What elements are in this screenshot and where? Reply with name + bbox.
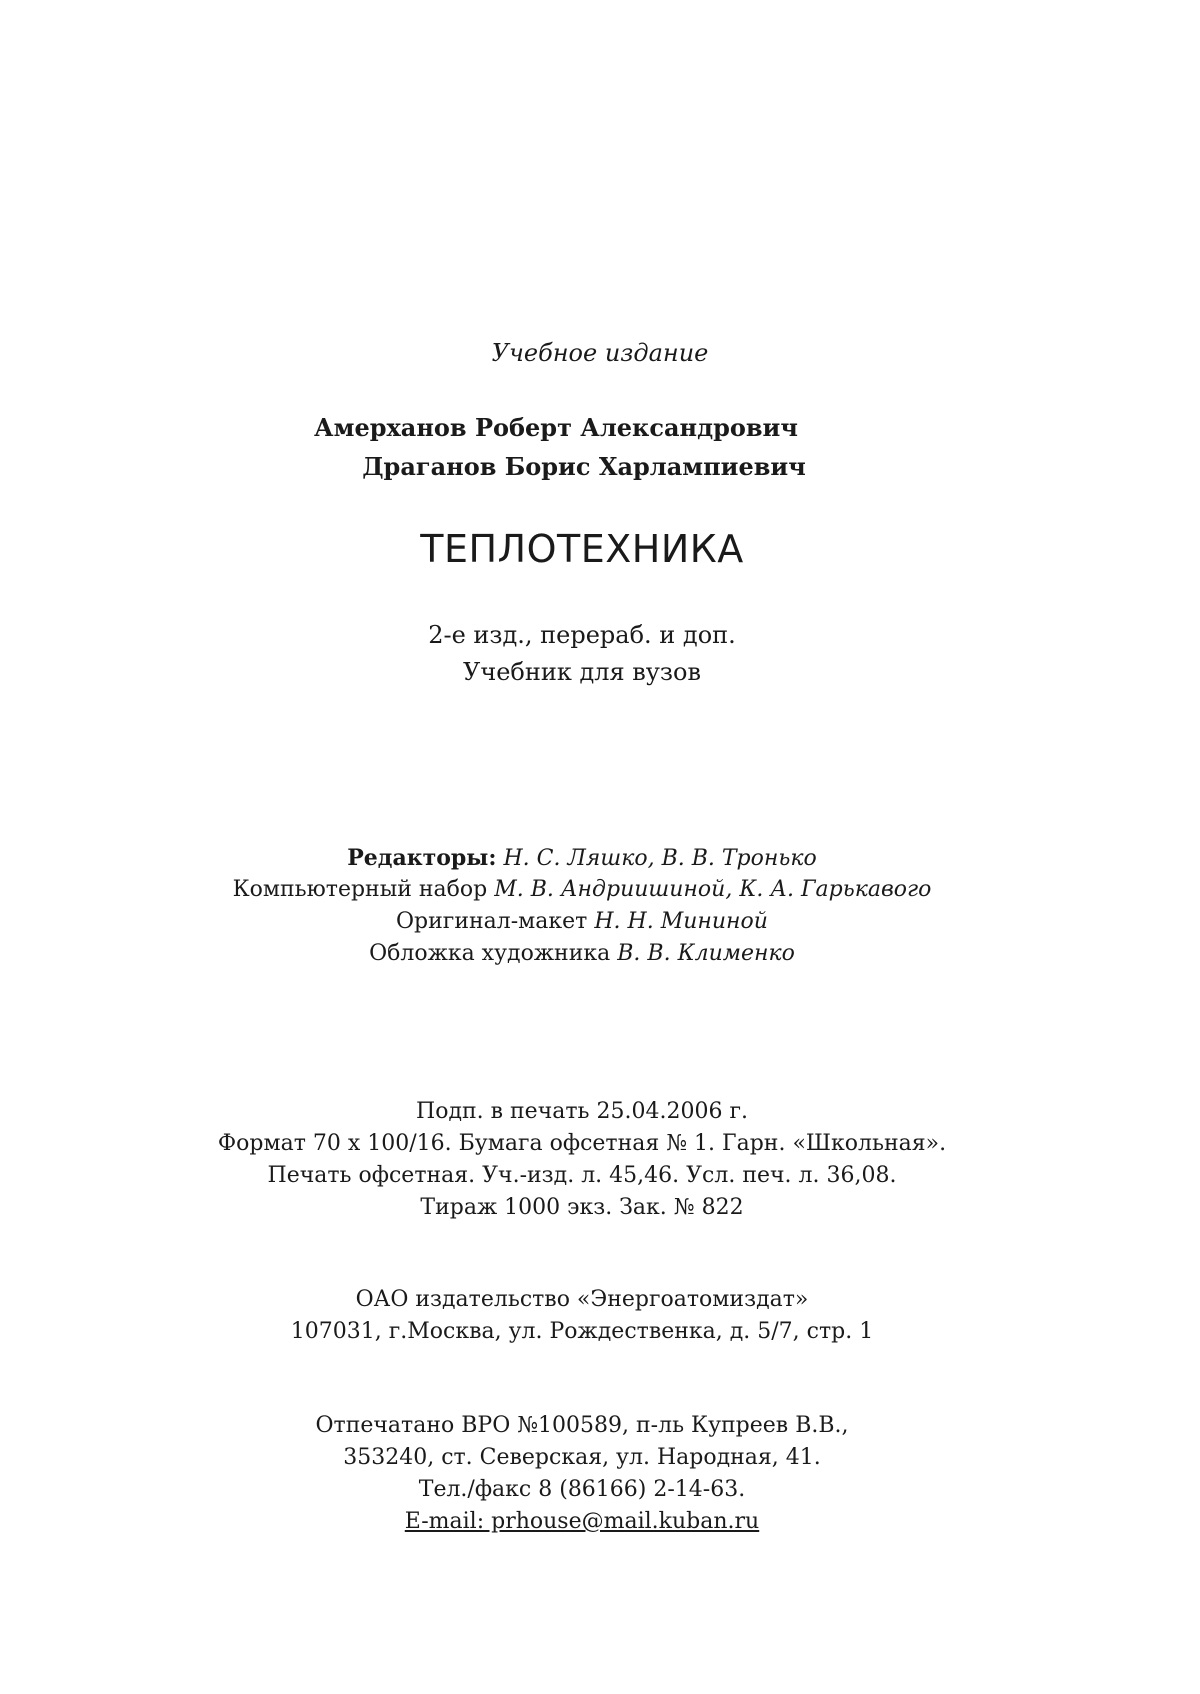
book-title: ТЕПЛОТЕХНИКА — [420, 527, 744, 571]
edition-info: 2-е изд., перераб. и доп. — [428, 621, 736, 649]
email-line — [0, 1507, 1182, 1537]
print-detail-line: Печать офсетная. Уч.-изд. л. 45,46. Усл. печ. л. 36,08. — [267, 1163, 897, 1188]
print-detail-line: Подп. в печать 25.04.2006 г. — [416, 1099, 748, 1124]
edition-type: Учебное издание — [491, 339, 709, 367]
layout-label: Оригинал-макет — [396, 909, 588, 934]
print-detail-line: Формат 70 х 100/16. Бумага офсетная № 1. Гарн. «Школьная». — [217, 1131, 947, 1156]
typesetting-names: М. В. Андриишиной, К. А. Гарькавого — [494, 877, 932, 902]
printer-line: 353240, ст. Северская, ул. Народная, 41. — [343, 1445, 821, 1470]
author-1: Амерханов Роберт Александрович — [314, 413, 798, 442]
cover-label: Обложка художника — [369, 941, 611, 966]
author-2: Драганов Борис Харлампиевич — [362, 452, 806, 481]
print-detail-line: Тираж 1000 экз. Зак. № 822 — [420, 1195, 744, 1220]
credits-layout — [0, 907, 1182, 937]
credits-typesetting — [0, 875, 1182, 905]
email-link[interactable]: E-mail: prhouse@mail.kuban.ru — [404, 1509, 760, 1534]
editors-names: Н. С. Ляшко, В. В. Тронько — [503, 846, 817, 871]
publisher-line: 107031, г.Москва, ул. Рождественка, д. 5/7, стр. 1 — [290, 1319, 874, 1344]
typesetting-label: Компьютерный набор — [232, 877, 488, 902]
book-type: Учебник для вузов — [463, 658, 701, 686]
printer-line: Тел./факс 8 (86166) 2-14-63. — [418, 1477, 746, 1502]
publisher-line: ОАО издательство «Энергоатомиздат» — [355, 1287, 809, 1312]
credits-editors — [0, 843, 1182, 874]
credits-cover — [0, 939, 1182, 969]
printer-line: Отпечатано ВРО №100589, п-ль Купреев В.В., — [315, 1413, 849, 1438]
editors-label: Редакторы: — [347, 845, 497, 871]
layout-names: Н. Н. Мининой — [594, 909, 768, 934]
cover-names: В. В. Клименко — [617, 941, 795, 966]
